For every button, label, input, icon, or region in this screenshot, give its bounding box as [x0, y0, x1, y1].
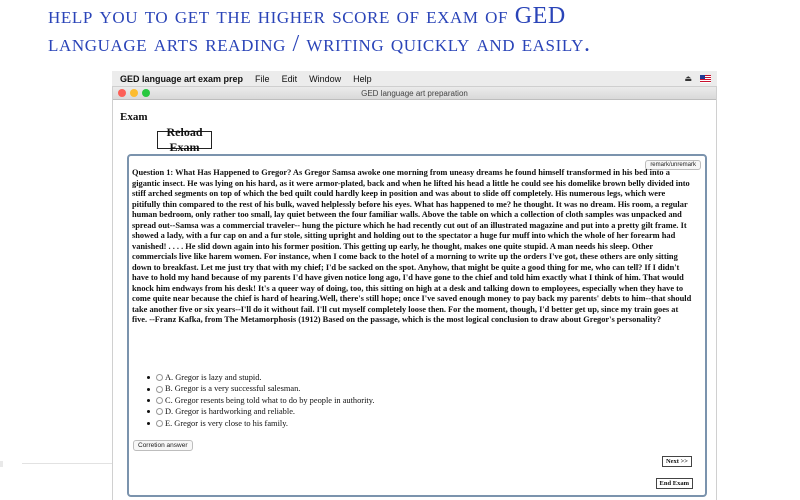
question-panel [127, 154, 707, 497]
radio-button-b[interactable] [156, 386, 163, 393]
answer-option-b[interactable] [147, 383, 375, 394]
answer-option-a[interactable] [147, 372, 375, 383]
us-flag-icon[interactable] [700, 75, 711, 83]
answer-option-label: A. Gregor is lazy and stupid. [165, 373, 262, 382]
next-button[interactable]: Next >> [662, 456, 692, 467]
answer-option-label: B. Gregor is a very successful salesman. [165, 384, 301, 394]
answer-options [147, 372, 375, 429]
app-window [112, 87, 717, 500]
radio-button-e[interactable] [156, 420, 163, 427]
answer-option-d[interactable] [147, 406, 375, 417]
menu-window[interactable]: Window [309, 73, 342, 84]
window-titlebar [113, 87, 716, 100]
bullet-icon [147, 410, 150, 413]
bullet-icon [147, 399, 150, 402]
promo-banner [48, 2, 788, 58]
banner-line-2: language arts reading / writing quickly and easily. [48, 31, 591, 57]
remark-button[interactable]: remark/unremark [645, 160, 701, 170]
answer-option-label: C. Gregor resents being told what to do by people in authority. [165, 395, 375, 405]
minimize-window-button[interactable] [130, 89, 138, 97]
end-exam-button[interactable]: End Exam [656, 478, 693, 489]
answer-option-e[interactable] [147, 418, 375, 429]
close-window-button[interactable] [118, 89, 126, 97]
menu-bar [112, 71, 717, 87]
background-divider [22, 463, 112, 464]
exam-heading: Exam [120, 111, 148, 123]
window-title: GED language art preparation [361, 89, 468, 98]
bullet-icon [147, 388, 150, 391]
menubar-status-area [684, 74, 711, 83]
window-controls [118, 89, 150, 97]
answer-option-label: E. Gregor is very close to his family. [165, 418, 288, 428]
bullet-icon [147, 422, 150, 425]
radio-button-c[interactable] [156, 397, 163, 404]
reload-exam-button[interactable]: Reload Exam [157, 131, 212, 149]
menu-help[interactable]: Help [353, 73, 372, 84]
radio-button-a[interactable] [156, 374, 163, 381]
question-text: Question 1: What Has Happened to Gregor? As Gregor Samsa awoke one morning from uneasy dreams he found himself transformed in his bed into a gigantic insect. He was lying on his hard, as it were armor-plated, back and when he lifted his head a little he could see his domelike brown belly divided into stiff arched segments on top of which the bed quilt could hardly keep in position and was about to slide off completely. His numerous legs, which were pitifully thin compared to the rest of his bulk, waved helplessly before his eyes. What has happened to me? he thought. It was no dream. His room, a regular human bedroom, only rather too small, lay quiet between the four familiar walls. Above the table on which a collection of cloth samples was unpacked and spread out--Samsa was a commercial traveler-- hung the picture which he had recently cut out of an illustrated magazine and put into a pretty gilt frame. It showed a lady, with a fur cap on and a fur stole, sitting upright and holding out to the spectator a huge fur muff into which the whole of her forearm had vanished! . . . . He slid down again into his former position. This getting up early, he thought, makes one quite stupid. A man needs his sleep. Other commercials live like harem women. For instance, when I come back to the hotel of a morning to write up the orders I've got, these others are only sitting down to breakfast. Let me just try that with my chief; I'd be sacked on the spot. Anyhow, that might be quite a good thing for me, who can tell? If I didn't have to hold my hand because of my parents I'd have given notice long ago, I'd have gone to the chief and told him exactly what I think of him. That would knock him endways from his desk! It's a queer way of doing, too, this sitting on high at a desk and talking down to employees, especially when they have to come quite near because the chief is hard of hearing.Well, there's still hope; once I've saved enough money to pay back my parents' debts to him--that should take another five or six years--I'll do it without fail. I'll cut myself completely loose then. For the moment, though, I'd better get up, since my train goes at five. --Franz Kafka, from The Metamorphosis (1912) Based on the passage, which is the most logical conclusion to draw about Gregor's personality? [132, 168, 692, 324]
app-name-menu[interactable]: GED language art exam prep [120, 73, 244, 84]
answer-option-c[interactable] [147, 395, 375, 406]
bullet-icon [147, 376, 150, 379]
zoom-window-button[interactable] [142, 89, 150, 97]
eject-icon[interactable]: ⏏ [684, 74, 692, 83]
background-mark [0, 461, 3, 467]
menu-file[interactable]: File [255, 73, 270, 84]
radio-button-d[interactable] [156, 408, 163, 415]
banner-line-1: help you to get the higher score of exam of GED [48, 3, 566, 29]
answer-option-label: D. Gregor is hardworking and reliable. [165, 407, 296, 417]
correction-answer-button[interactable]: Corretion answer [133, 440, 193, 451]
menu-edit[interactable]: Edit [281, 73, 298, 84]
